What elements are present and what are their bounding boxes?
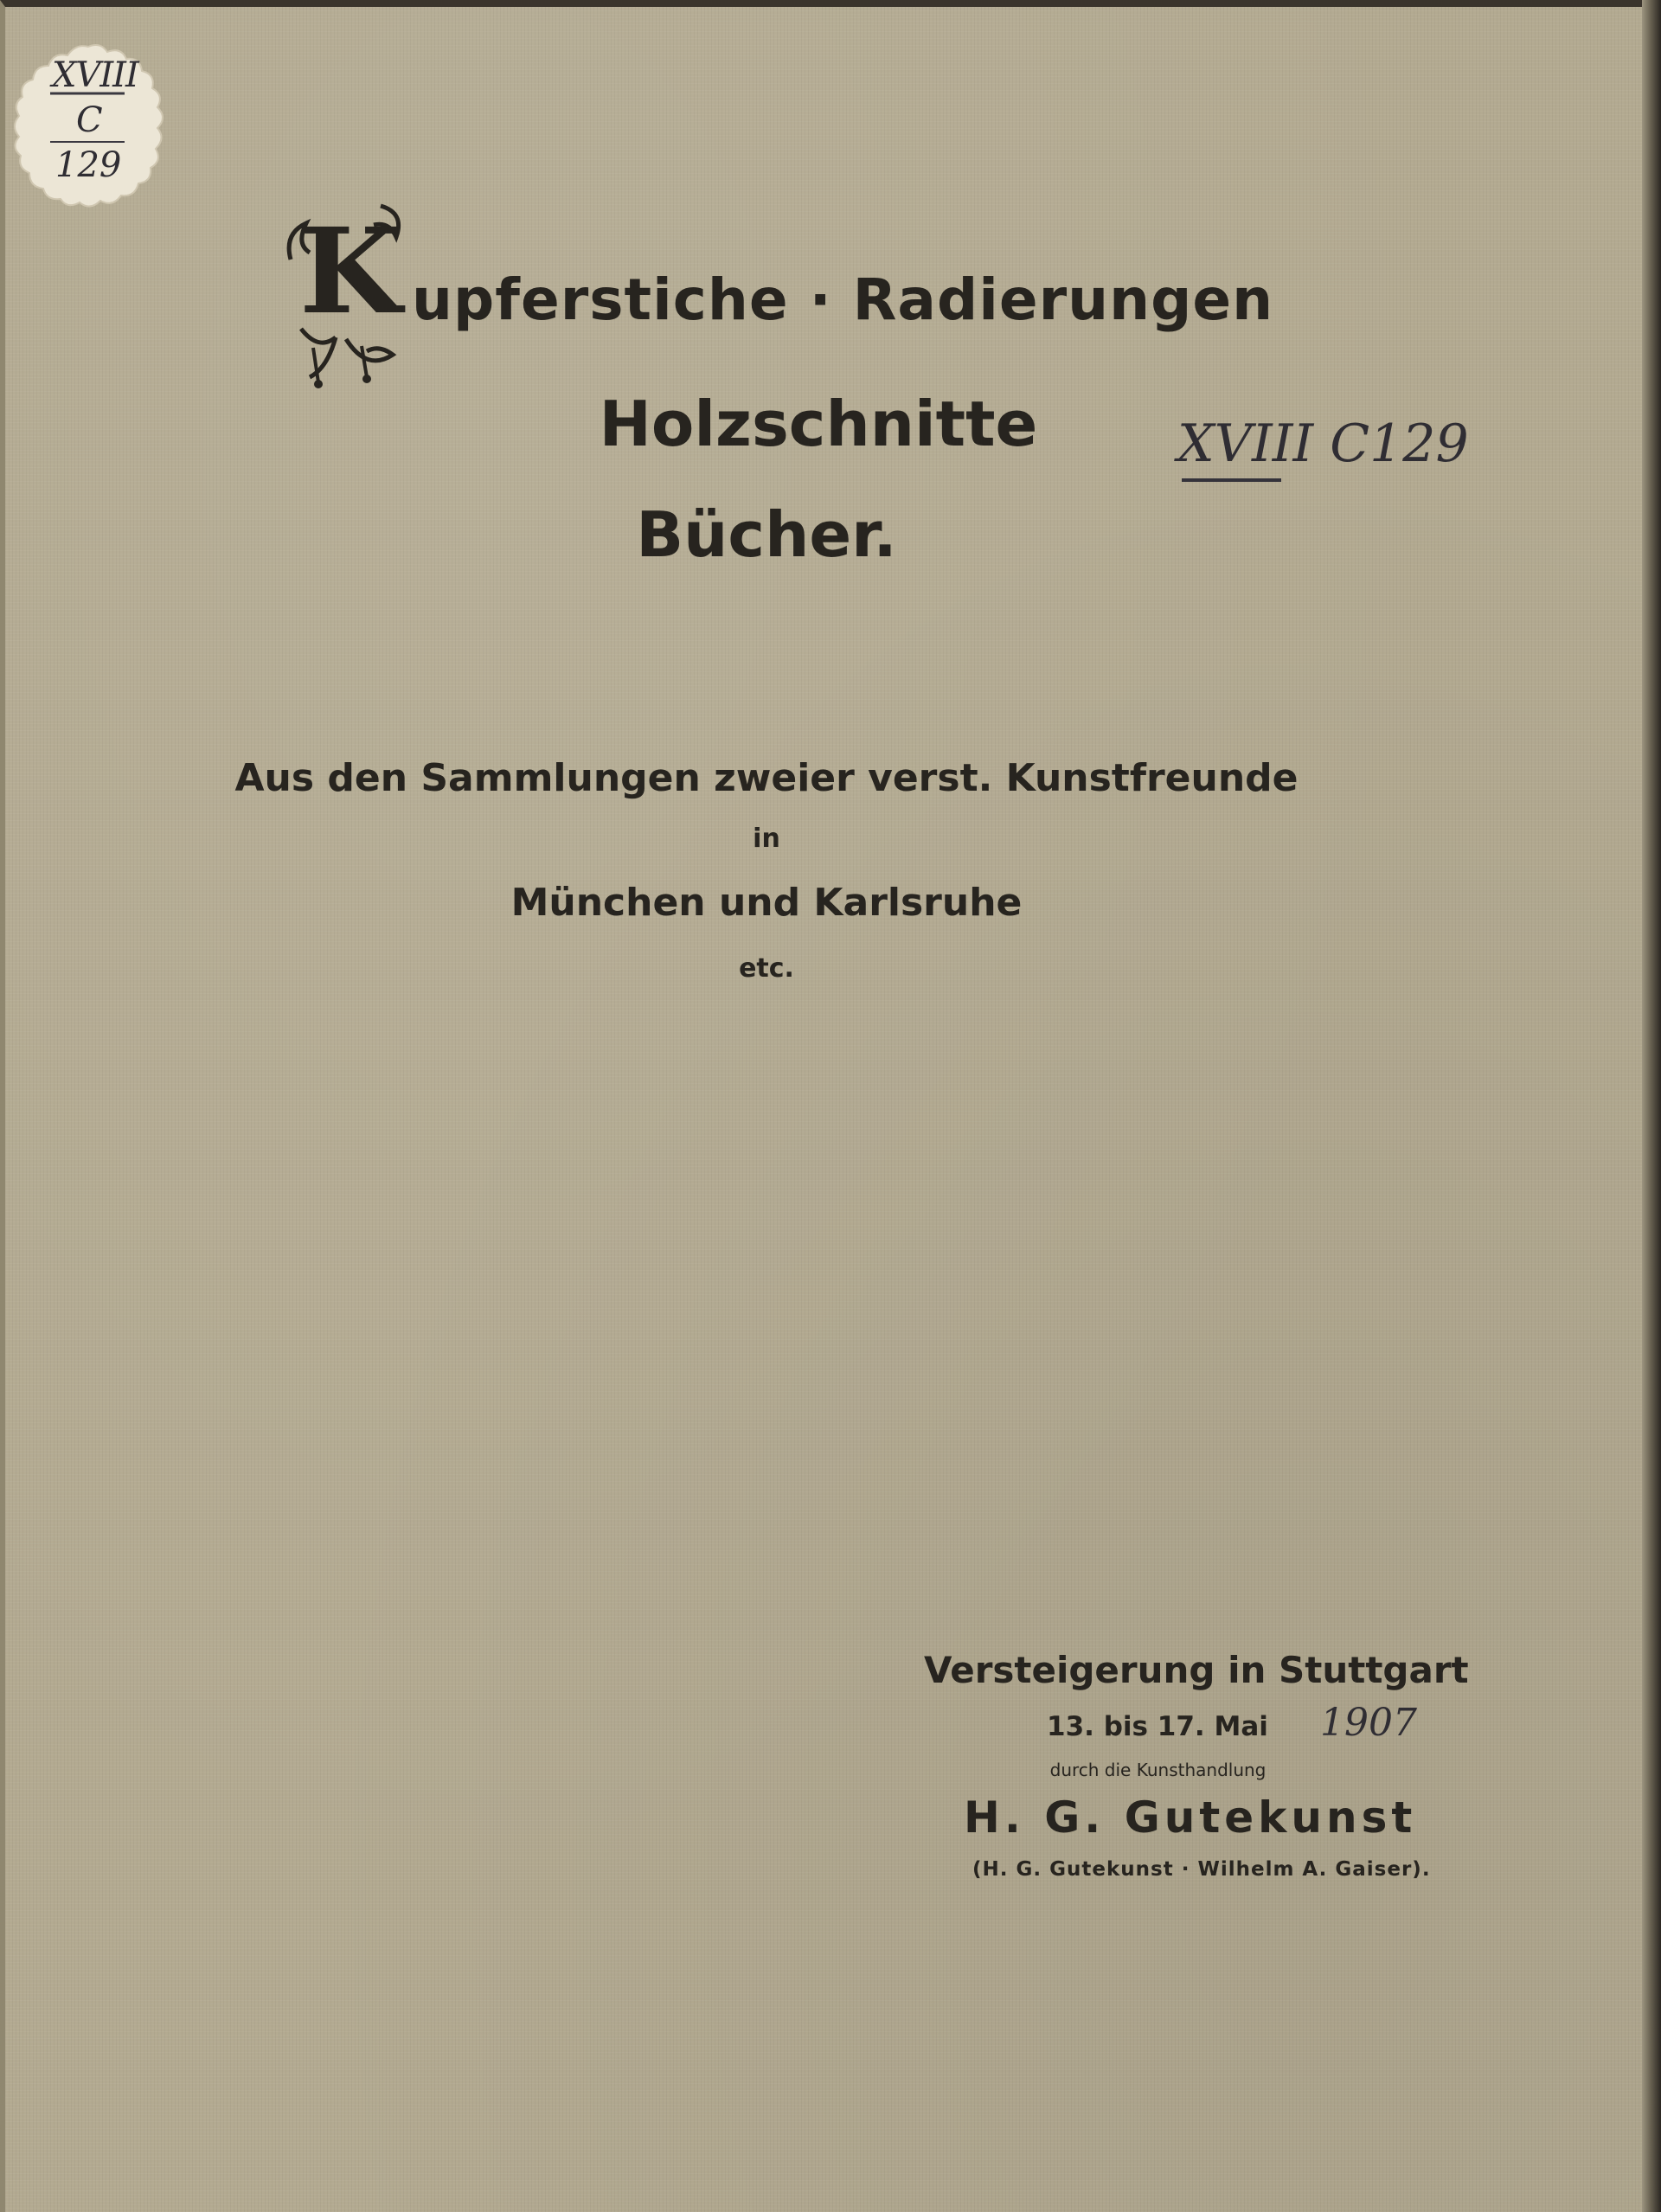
initial-letter: K: [299, 202, 402, 341]
ornamental-initial: [284, 199, 415, 389]
handwritten-call-number: XVIII C129: [1177, 414, 1469, 474]
stamp-line-2: C: [76, 100, 103, 140]
title-line-2: Holzschnitte: [599, 388, 1038, 460]
auction-dates: 13. bis 17. Mai: [1047, 1711, 1268, 1742]
dealer-owners: (H. G. Gutekunst · Wilhelm A. Gaiser).: [972, 1858, 1431, 1881]
stamp-line-1: XVIII: [52, 55, 138, 95]
subtitle-line-4: etc.: [739, 953, 794, 984]
auction-location: Versteigerung in Stuttgart: [924, 1649, 1469, 1691]
library-stamp: [10, 42, 166, 210]
call-number-underline: [1182, 478, 1281, 482]
auction-via: durch die Kunsthandlung: [1049, 1760, 1267, 1780]
title-line-1: upferstiche · Radierungen: [412, 266, 1274, 333]
subtitle-line-2: in: [753, 824, 780, 854]
subtitle-line-1: Aus den Sammlungen zweier verst. Kunstfreunde: [234, 756, 1299, 800]
title-line-3: Bücher.: [636, 498, 897, 571]
cover-right-edge: [1642, 0, 1661, 2212]
dealer-name: H. G. Gutekunst: [964, 1792, 1417, 1843]
stamp-line-3: 129: [55, 145, 122, 185]
handwritten-year: 1907: [1320, 1701, 1417, 1745]
subtitle-line-3: München und Karlsruhe: [510, 881, 1023, 925]
